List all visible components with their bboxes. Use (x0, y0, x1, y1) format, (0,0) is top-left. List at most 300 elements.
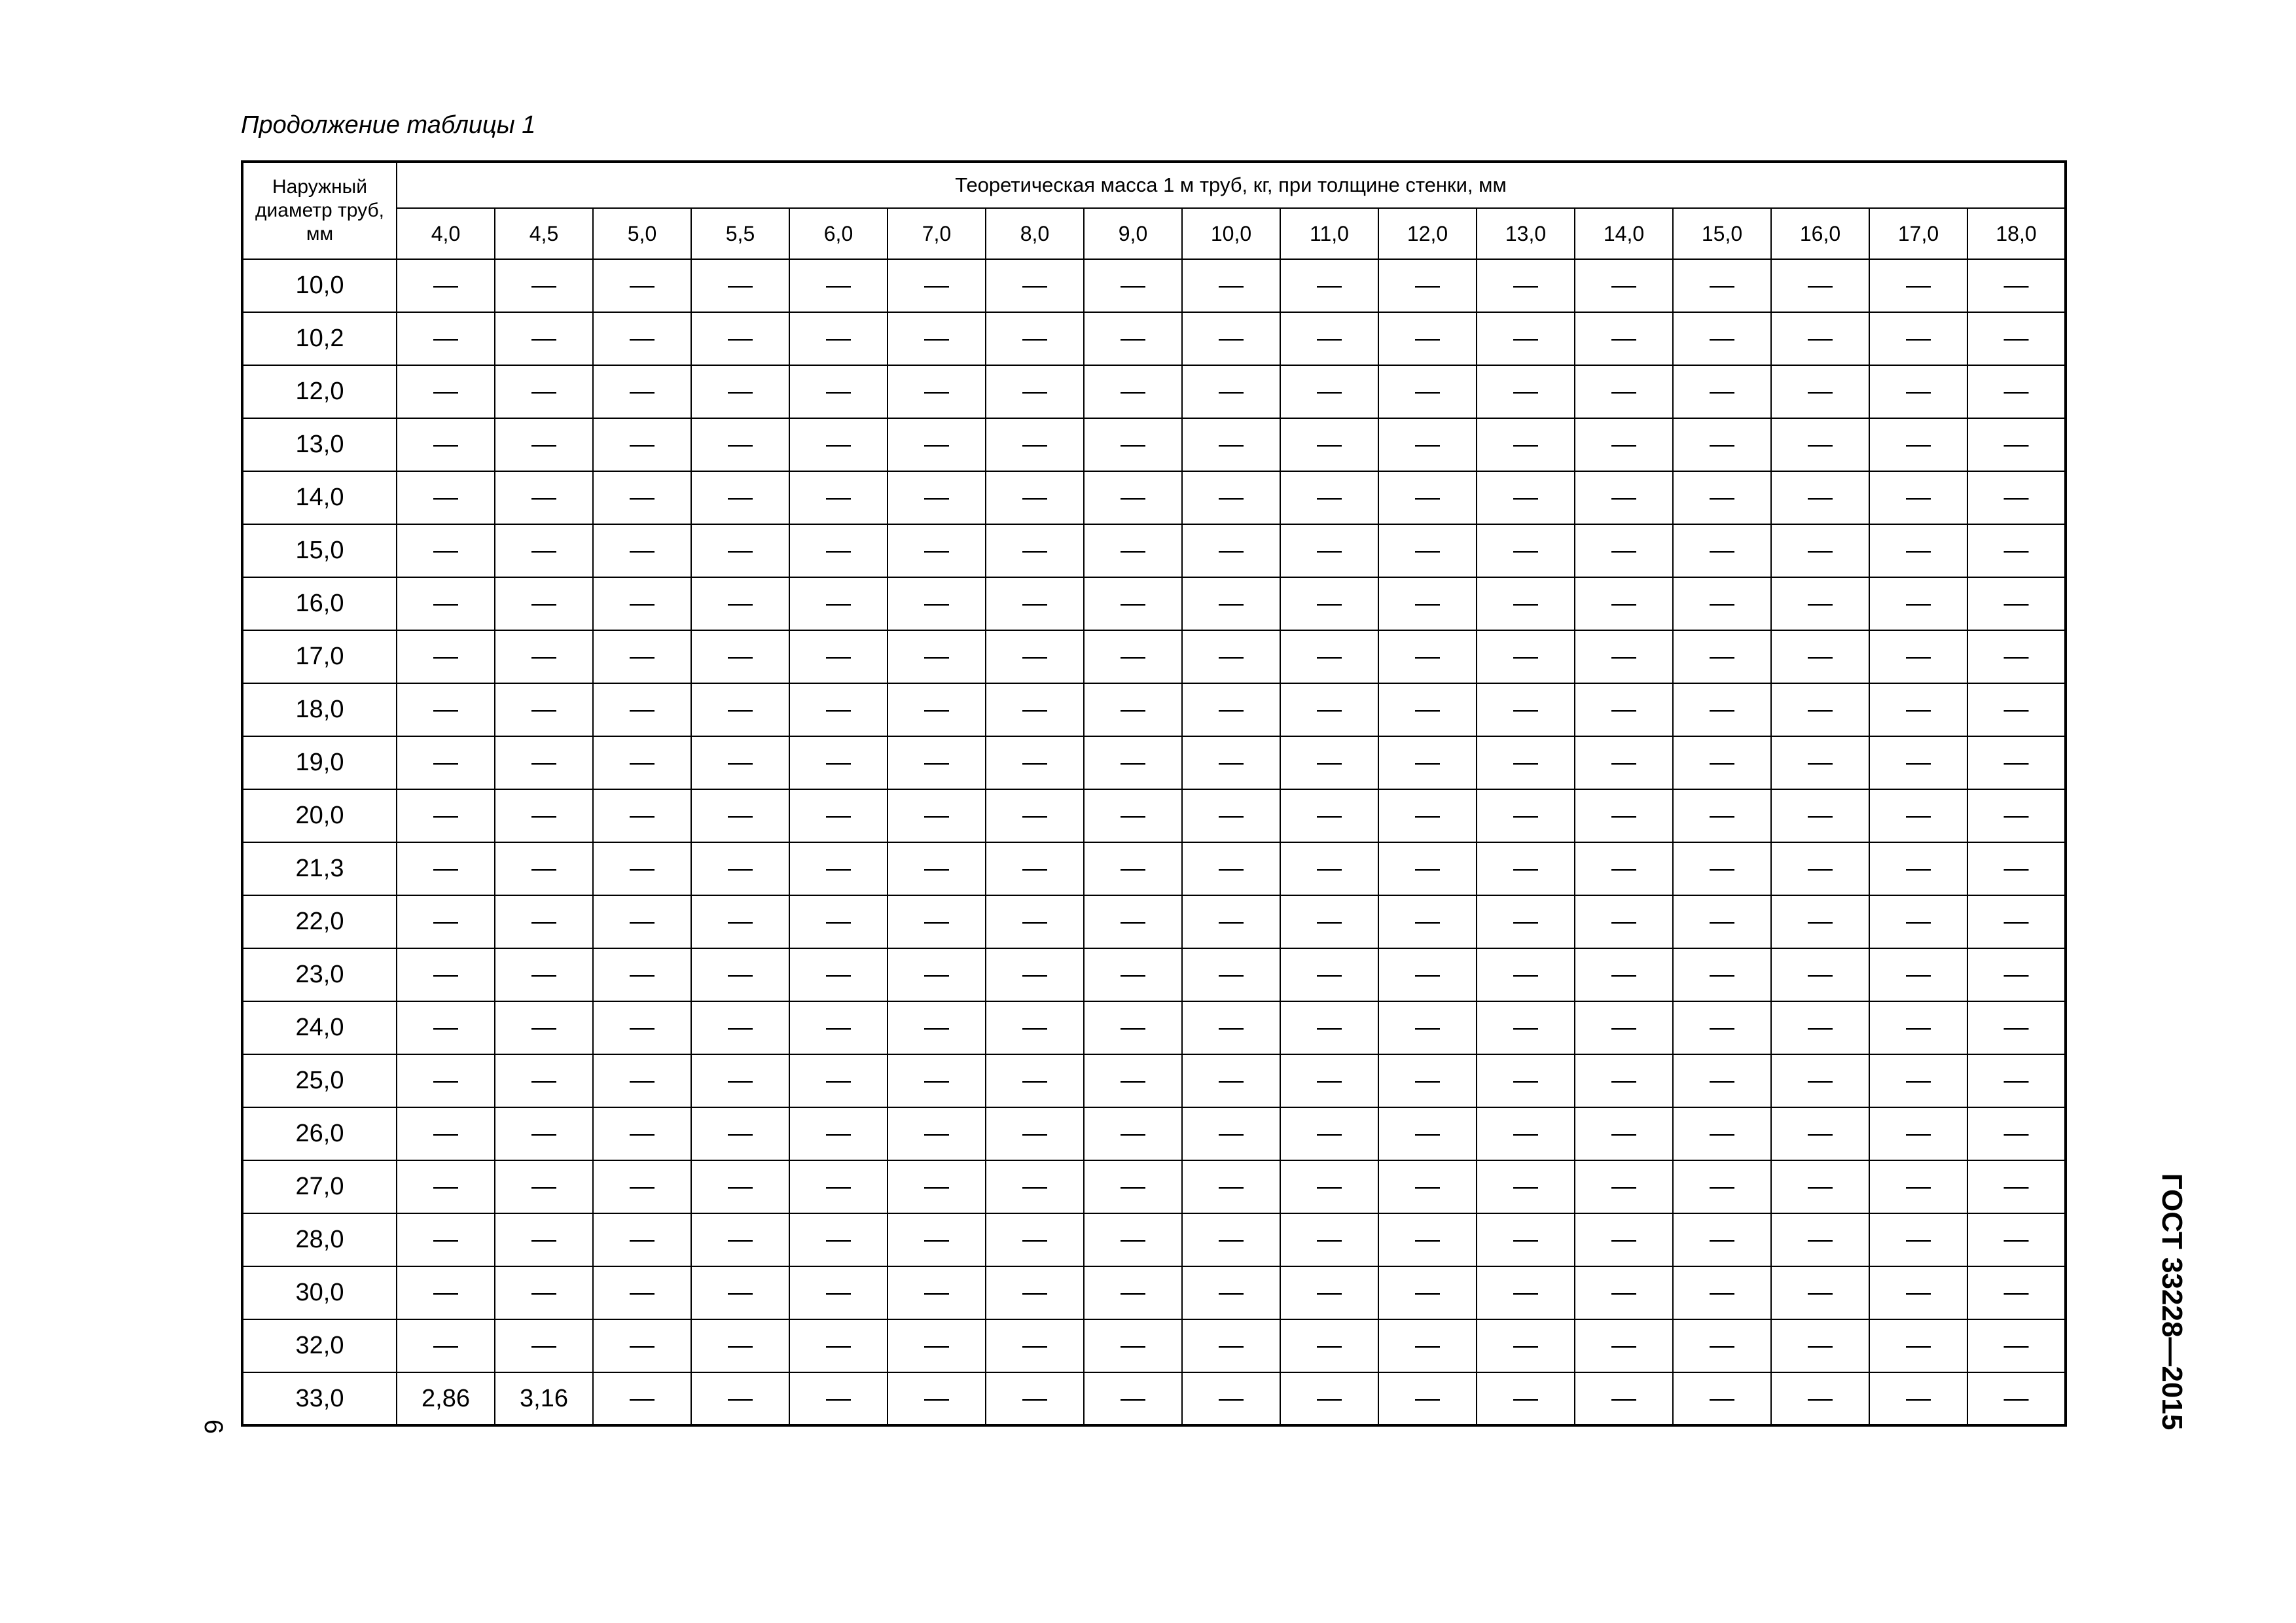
mass-value-cell: — (1182, 630, 1280, 683)
mass-value-cell: — (986, 259, 1084, 312)
mass-value-cell: — (1182, 259, 1280, 312)
mass-value-cell: — (986, 312, 1084, 365)
table-row (242, 948, 2066, 1001)
mass-value-cell: — (1477, 365, 1575, 418)
mass-value-cell: — (789, 1266, 888, 1319)
mass-value-cell: — (1673, 789, 1771, 842)
mass-value-cell: — (1673, 312, 1771, 365)
mass-value-cell: — (1771, 1213, 1869, 1266)
mass-value-cell: — (1673, 471, 1771, 524)
mass-value-cell: — (397, 948, 495, 1001)
mass-value-cell: — (1967, 312, 2066, 365)
mass-value-cell: — (1967, 259, 2066, 312)
mass-value-cell: — (986, 948, 1084, 1001)
table-row (242, 1319, 2066, 1372)
mass-value-cell: — (986, 736, 1084, 789)
mass-value-cell: — (1869, 1160, 1967, 1213)
wall-thickness-header-row (242, 208, 2066, 259)
mass-value-cell: — (789, 630, 888, 683)
mass-value-cell: — (1869, 1054, 1967, 1107)
mass-value-cell: — (1869, 471, 1967, 524)
mass-value-cell: — (691, 312, 789, 365)
mass-value-cell: — (986, 842, 1084, 895)
mass-value-cell: — (593, 524, 691, 577)
mass-value-cell: — (397, 471, 495, 524)
mass-value-cell: — (1182, 1266, 1280, 1319)
mass-value-cell: — (495, 789, 593, 842)
diameter-cell: 25,0 (242, 1054, 397, 1107)
mass-value-cell: — (1967, 842, 2066, 895)
diameter-cell: 19,0 (242, 736, 397, 789)
mass-value-cell: — (691, 259, 789, 312)
mass-value-cell: — (1280, 1266, 1378, 1319)
mass-value-cell: — (1575, 895, 1673, 948)
mass-value-cell: — (691, 418, 789, 471)
mass-value-cell: — (1084, 683, 1182, 736)
mass-value-cell: — (1869, 1319, 1967, 1372)
mass-value-cell: — (1477, 577, 1575, 630)
mass-value-cell: — (1967, 948, 2066, 1001)
mass-value-cell: — (1378, 418, 1477, 471)
mass-value-cell: — (1771, 577, 1869, 630)
table-row (242, 1160, 2066, 1213)
mass-value-cell: — (495, 577, 593, 630)
mass-value-cell: — (1477, 1213, 1575, 1266)
mass-value-cell: — (397, 1054, 495, 1107)
mass-value-cell: — (593, 1319, 691, 1372)
mass-value-cell: — (1673, 948, 1771, 1001)
mass-value-cell: — (691, 1213, 789, 1266)
mass-value-cell: — (1967, 471, 2066, 524)
wall-thickness-header: 5,0 (593, 208, 691, 259)
mass-value-cell: — (1378, 1054, 1477, 1107)
mass-value-cell: — (1378, 948, 1477, 1001)
mass-value-cell: — (1673, 1213, 1771, 1266)
mass-value-cell: — (888, 471, 986, 524)
mass-value-cell: — (397, 630, 495, 683)
mass-value-cell: — (1084, 842, 1182, 895)
mass-value-cell: — (1967, 365, 2066, 418)
table-row (242, 789, 2066, 842)
mass-value-cell: — (789, 1160, 888, 1213)
mass-value-cell: — (1477, 948, 1575, 1001)
mass-value-cell: — (1084, 1001, 1182, 1054)
mass-value-cell: — (1378, 630, 1477, 683)
mass-value-cell: — (1477, 1054, 1575, 1107)
mass-value-cell: — (495, 259, 593, 312)
diameter-cell: 21,3 (242, 842, 397, 895)
mass-value-cell: — (1575, 736, 1673, 789)
mass-value-cell: — (1084, 1319, 1182, 1372)
table-row (242, 418, 2066, 471)
mass-value-cell: — (986, 683, 1084, 736)
mass-value-cell: — (691, 895, 789, 948)
mass-value-cell: — (1575, 1001, 1673, 1054)
table-row (242, 842, 2066, 895)
mass-value-cell: — (397, 1160, 495, 1213)
table-row (242, 471, 2066, 524)
diameter-cell: 14,0 (242, 471, 397, 524)
mass-value-cell: — (789, 524, 888, 577)
mass-value-cell: 3,16 (495, 1372, 593, 1425)
mass-value-cell: — (1673, 895, 1771, 948)
mass-value-cell: — (1280, 524, 1378, 577)
mass-value-cell: — (1673, 418, 1771, 471)
mass-value-cell: — (1378, 789, 1477, 842)
mass-value-cell: — (1477, 1001, 1575, 1054)
mass-value-cell: — (1477, 630, 1575, 683)
mass-value-cell: — (1378, 312, 1477, 365)
mass-value-cell: — (1280, 1319, 1378, 1372)
mass-value-cell: — (1575, 259, 1673, 312)
mass-value-cell: — (1084, 312, 1182, 365)
mass-value-cell: — (1575, 1213, 1673, 1266)
mass-value-cell: — (789, 312, 888, 365)
mass-value-cell: — (1673, 1160, 1771, 1213)
wall-thickness-header: 11,0 (1280, 208, 1378, 259)
mass-value-cell: — (1967, 683, 2066, 736)
wall-thickness-header: 8,0 (986, 208, 1084, 259)
mass-value-cell: — (789, 1319, 888, 1372)
mass-value-cell: — (1575, 948, 1673, 1001)
mass-value-cell: — (691, 1001, 789, 1054)
mass-value-cell: — (1378, 524, 1477, 577)
diameter-cell: 10,0 (242, 259, 397, 312)
mass-value-cell: — (1378, 1160, 1477, 1213)
mass-value-cell: — (495, 418, 593, 471)
mass-value-cell: — (1967, 1107, 2066, 1160)
mass-value-cell: — (888, 1001, 986, 1054)
table-row (242, 1107, 2066, 1160)
mass-value-cell: — (1575, 471, 1673, 524)
mass-value-cell: — (888, 524, 986, 577)
diameter-column-header: Наружный диаметр труб, мм (242, 162, 397, 259)
mass-value-cell: — (789, 1107, 888, 1160)
mass-value-cell: — (1673, 577, 1771, 630)
mass-value-cell: — (495, 1266, 593, 1319)
mass-value-cell: — (1084, 1266, 1182, 1319)
mass-value-cell: — (1084, 789, 1182, 842)
table-row (242, 1001, 2066, 1054)
mass-value-cell: — (691, 948, 789, 1001)
mass-value-cell: — (789, 842, 888, 895)
mass-value-cell: — (1182, 948, 1280, 1001)
mass-value-cell: — (986, 1160, 1084, 1213)
mass-value-cell: — (1280, 1001, 1378, 1054)
mass-value-cell: — (1771, 312, 1869, 365)
mass-value-cell: — (888, 259, 986, 312)
mass-value-cell: — (495, 1107, 593, 1160)
mass-value-cell: — (1967, 1001, 2066, 1054)
mass-value-cell: — (1869, 1213, 1967, 1266)
mass-value-cell: — (1378, 1319, 1477, 1372)
mass-value-cell: — (495, 948, 593, 1001)
mass-value-cell: — (397, 789, 495, 842)
mass-value-cell: — (1575, 1054, 1673, 1107)
diameter-cell: 26,0 (242, 1107, 397, 1160)
mass-value-cell: — (888, 630, 986, 683)
mass-value-cell: — (1869, 683, 1967, 736)
mass-value-cell: — (1477, 789, 1575, 842)
mass-value-cell: — (593, 842, 691, 895)
mass-value-cell: — (397, 736, 495, 789)
mass-value-cell: — (1477, 683, 1575, 736)
mass-value-cell: — (1182, 471, 1280, 524)
mass-value-cell: — (1280, 948, 1378, 1001)
diameter-cell: 28,0 (242, 1213, 397, 1266)
mass-value-cell: — (397, 683, 495, 736)
mass-value-cell: — (986, 365, 1084, 418)
mass-value-cell: — (1869, 1266, 1967, 1319)
mass-value-cell: — (691, 1266, 789, 1319)
mass-value-cell: — (1869, 312, 1967, 365)
mass-value-cell: — (1771, 948, 1869, 1001)
mass-value-cell: — (1575, 1372, 1673, 1425)
mass-value-cell: — (593, 630, 691, 683)
mass-value-cell: — (986, 418, 1084, 471)
mass-value-cell: — (1967, 1160, 2066, 1213)
mass-value-cell: — (495, 630, 593, 683)
mass-value-cell: — (1673, 842, 1771, 895)
mass-value-cell: — (1378, 1213, 1477, 1266)
mass-value-cell: — (495, 895, 593, 948)
mass-value-cell: — (1673, 1001, 1771, 1054)
mass-value-cell: — (1771, 418, 1869, 471)
mass-value-cell: — (1869, 1107, 1967, 1160)
mass-value-cell: — (1869, 577, 1967, 630)
diameter-cell: 13,0 (242, 418, 397, 471)
mass-value-cell: — (397, 259, 495, 312)
mass-value-cell: — (888, 418, 986, 471)
mass-value-cell: — (1280, 259, 1378, 312)
diameter-cell: 32,0 (242, 1319, 397, 1372)
mass-value-cell: — (986, 1107, 1084, 1160)
mass-value-cell: — (1575, 683, 1673, 736)
mass-value-cell: — (397, 1213, 495, 1266)
mass-value-cell: — (495, 736, 593, 789)
mass-value-cell: — (397, 842, 495, 895)
mass-value-cell: — (1084, 259, 1182, 312)
mass-value-cell: — (986, 1001, 1084, 1054)
mass-value-cell: — (1477, 471, 1575, 524)
mass-value-cell: — (789, 1054, 888, 1107)
mass-value-cell: — (1673, 524, 1771, 577)
mass-value-cell: — (1477, 1319, 1575, 1372)
mass-value-cell: — (1378, 259, 1477, 312)
mass-value-cell: — (1084, 736, 1182, 789)
mass-value-cell: — (1869, 895, 1967, 948)
mass-value-cell: — (1771, 683, 1869, 736)
mass-value-cell: — (789, 418, 888, 471)
mass-value-cell: — (1673, 1107, 1771, 1160)
mass-value-cell: — (495, 365, 593, 418)
mass-value-cell: — (1771, 789, 1869, 842)
mass-value-cell: — (986, 1372, 1084, 1425)
mass-value-cell: — (1477, 312, 1575, 365)
mass-value-cell: — (986, 789, 1084, 842)
mass-value-cell: — (691, 1319, 789, 1372)
mass-value-cell: — (789, 1001, 888, 1054)
mass-value-cell: — (789, 683, 888, 736)
mass-value-cell: — (593, 1054, 691, 1107)
mass-value-cell: — (691, 577, 789, 630)
mass-value-cell: — (1084, 524, 1182, 577)
table-row (242, 312, 2066, 365)
mass-value-cell: — (1771, 1160, 1869, 1213)
mass-value-cell: — (1673, 736, 1771, 789)
mass-value-cell: — (1771, 471, 1869, 524)
mass-value-cell: — (691, 630, 789, 683)
mass-value-cell: — (789, 736, 888, 789)
mass-value-cell: — (1771, 1054, 1869, 1107)
mass-value-cell: — (1182, 1001, 1280, 1054)
mass-value-cell: — (593, 1160, 691, 1213)
mass-value-cell: — (1280, 1213, 1378, 1266)
mass-value-cell: — (1967, 736, 2066, 789)
mass-value-cell: — (1477, 895, 1575, 948)
mass-value-cell: — (593, 895, 691, 948)
mass-value-cell: — (1280, 1107, 1378, 1160)
mass-value-cell: — (1575, 524, 1673, 577)
diameter-cell: 23,0 (242, 948, 397, 1001)
table-row (242, 1054, 2066, 1107)
mass-value-cell: — (1967, 1054, 2066, 1107)
mass-value-cell: — (789, 895, 888, 948)
mass-value-cell: — (1378, 577, 1477, 630)
mass-value-cell: — (1771, 259, 1869, 312)
table-row (242, 1213, 2066, 1266)
mass-value-cell: — (1084, 471, 1182, 524)
mass-value-cell: — (888, 1160, 986, 1213)
mass-value-cell: — (986, 577, 1084, 630)
wall-thickness-header: 5,5 (691, 208, 789, 259)
table-row (242, 259, 2066, 312)
mass-value-cell: — (1378, 471, 1477, 524)
mass-value-cell: — (1182, 1372, 1280, 1425)
mass-value-cell: — (1869, 1001, 1967, 1054)
mass-value-cell: — (986, 524, 1084, 577)
mass-value-cell: — (593, 1001, 691, 1054)
mass-value-cell: — (888, 1372, 986, 1425)
mass-value-cell: — (593, 683, 691, 736)
mass-value-cell: — (986, 471, 1084, 524)
wall-thickness-header: 6,0 (789, 208, 888, 259)
mass-value-cell: — (888, 736, 986, 789)
mass-value-cell: — (1771, 365, 1869, 418)
mass-value-cell: — (397, 1319, 495, 1372)
mass-value-cell: — (1575, 789, 1673, 842)
mass-value-cell: — (1869, 524, 1967, 577)
mass-value-cell: — (1771, 895, 1869, 948)
mass-value-cell: — (1280, 895, 1378, 948)
diameter-cell: 24,0 (242, 1001, 397, 1054)
mass-value-cell: — (397, 1266, 495, 1319)
mass-value-cell: — (495, 312, 593, 365)
mass-value-cell: — (888, 312, 986, 365)
mass-value-cell: — (1575, 1107, 1673, 1160)
mass-value-cell: — (1084, 418, 1182, 471)
mass-value-cell: — (397, 418, 495, 471)
mass-value-cell: — (1575, 312, 1673, 365)
wall-thickness-header: 12,0 (1378, 208, 1477, 259)
mass-value-cell: — (1280, 1054, 1378, 1107)
table-row (242, 524, 2066, 577)
mass-value-cell: — (397, 365, 495, 418)
mass-value-cell: — (1771, 630, 1869, 683)
mass-value-cell: — (1182, 418, 1280, 471)
mass-value-cell: — (397, 1107, 495, 1160)
table-caption: Продолжение таблицы 1 (241, 111, 536, 139)
mass-value-cell: — (1378, 1266, 1477, 1319)
mass-value-cell: — (986, 1054, 1084, 1107)
mass-value-cell: — (593, 259, 691, 312)
mass-value-cell: — (1673, 365, 1771, 418)
mass-value-cell: — (1477, 842, 1575, 895)
mass-value-cell: — (1575, 1160, 1673, 1213)
mass-value-cell: — (986, 630, 1084, 683)
mass-value-cell: — (986, 895, 1084, 948)
mass-value-cell: — (1084, 365, 1182, 418)
mass-value-cell: — (691, 1160, 789, 1213)
mass-value-cell: — (593, 1372, 691, 1425)
page-number: 6 (199, 1419, 228, 1435)
mass-value-cell: — (1477, 1266, 1575, 1319)
mass-value-cell: — (888, 683, 986, 736)
mass-value-cell: — (691, 471, 789, 524)
table-row (242, 630, 2066, 683)
mass-value-cell: — (1477, 1372, 1575, 1425)
mass-value-cell: — (1967, 1266, 2066, 1319)
mass-value-cell: — (888, 1266, 986, 1319)
mass-value-cell: — (593, 365, 691, 418)
mass-value-cell: — (691, 683, 789, 736)
mass-value-cell: — (1771, 736, 1869, 789)
wall-thickness-header: 4,0 (397, 208, 495, 259)
mass-value-cell: — (1182, 524, 1280, 577)
mass-value-cell: — (888, 365, 986, 418)
mass-value-cell: — (1280, 1372, 1378, 1425)
mass-value-cell: — (1182, 895, 1280, 948)
mass-value-cell: — (593, 948, 691, 1001)
wall-thickness-header: 13,0 (1477, 208, 1575, 259)
mass-value-cell: — (888, 842, 986, 895)
mass-value-cell: — (1869, 842, 1967, 895)
diameter-cell: 22,0 (242, 895, 397, 948)
mass-value-cell: — (1673, 630, 1771, 683)
mass-value-cell: — (1967, 630, 2066, 683)
mass-value-cell: — (1182, 683, 1280, 736)
mass-value-cell: — (1084, 630, 1182, 683)
mass-value-cell: — (1673, 683, 1771, 736)
mass-value-cell: — (1771, 1372, 1869, 1425)
mass-value-cell: — (1771, 1266, 1869, 1319)
table-body (242, 259, 2066, 1425)
mass-value-cell: — (1182, 789, 1280, 842)
mass-value-cell: — (1771, 1001, 1869, 1054)
mass-value-cell: — (1280, 471, 1378, 524)
mass-value-cell: — (495, 1319, 593, 1372)
diameter-cell: 16,0 (242, 577, 397, 630)
mass-value-cell: — (1280, 683, 1378, 736)
mass-value-cell: — (1869, 630, 1967, 683)
mass-value-cell: — (397, 895, 495, 948)
table-row (242, 895, 2066, 948)
wall-thickness-header: 4,5 (495, 208, 593, 259)
mass-value-cell: — (1967, 418, 2066, 471)
mass-value-cell: — (1967, 789, 2066, 842)
mass-value-cell: — (1869, 1372, 1967, 1425)
mass-value-cell: — (495, 471, 593, 524)
